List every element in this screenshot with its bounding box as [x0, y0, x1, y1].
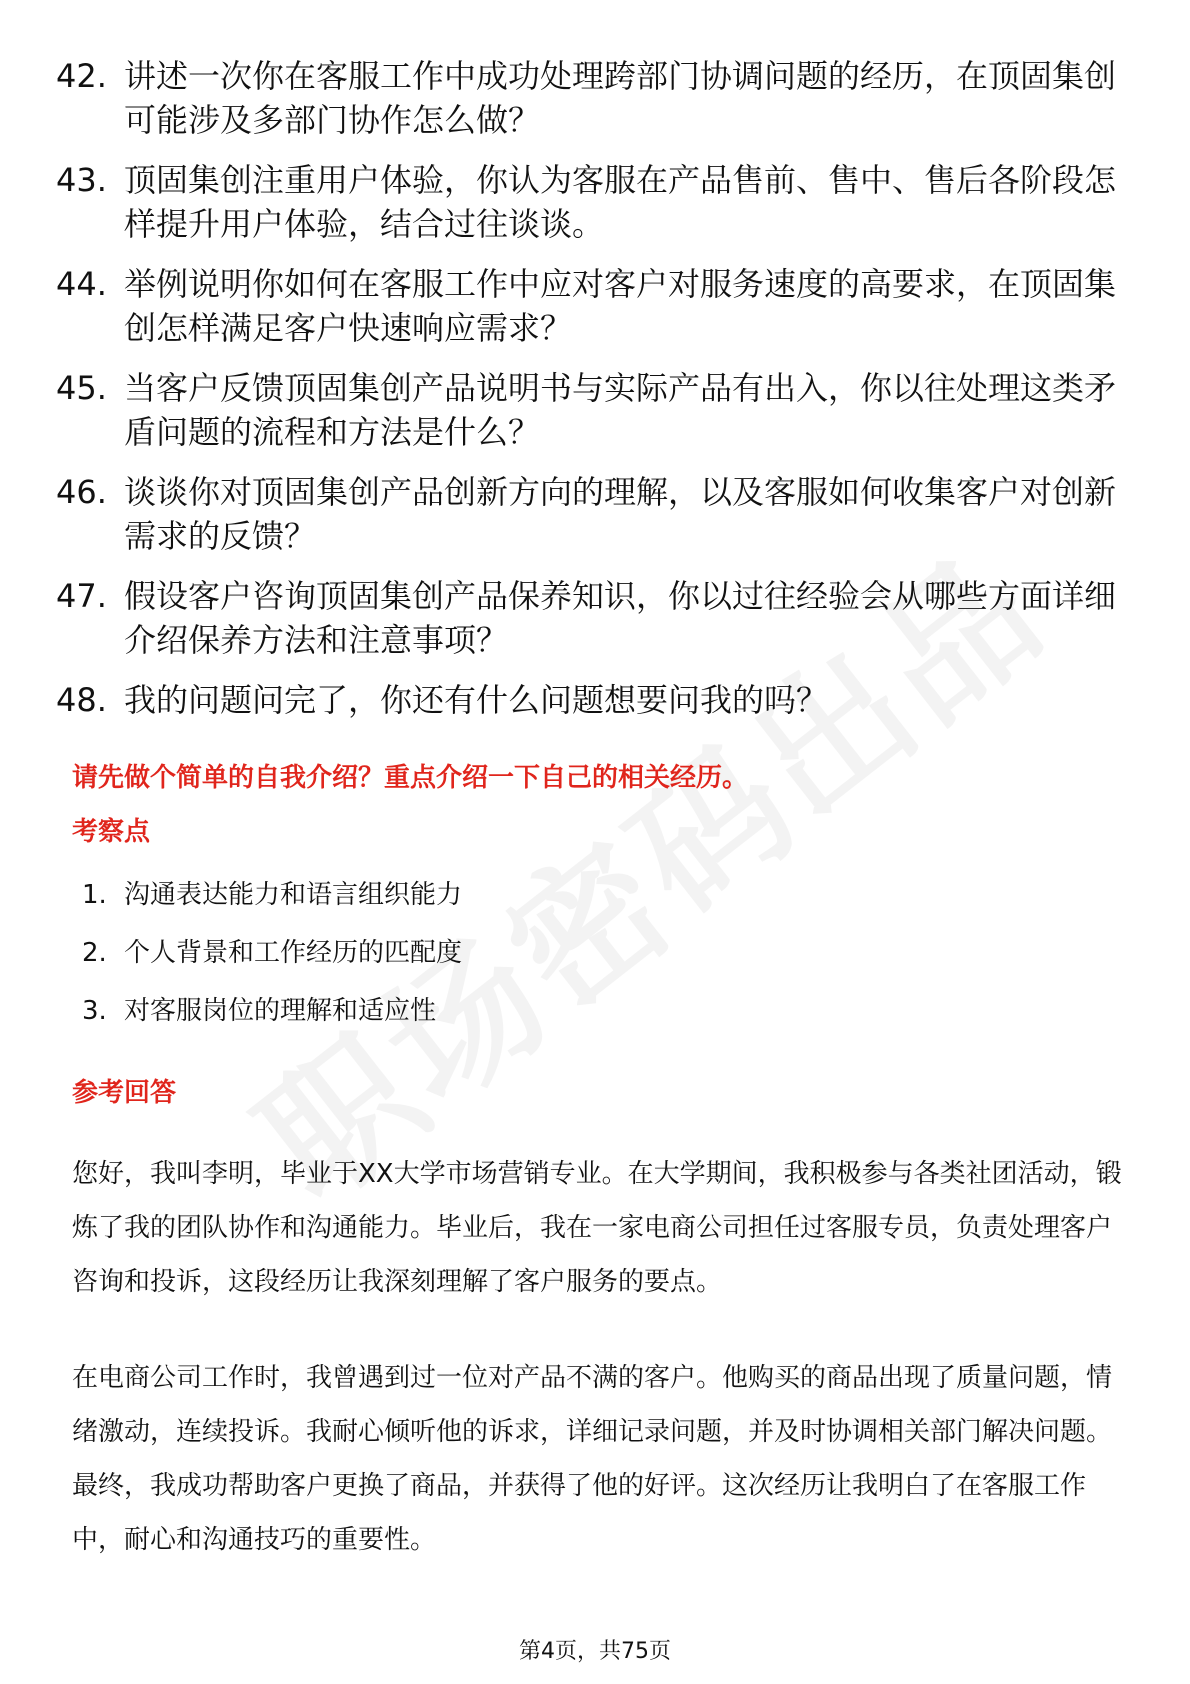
question-item: [56, 262, 1136, 350]
question-text: 谈谈你对顶固集创产品创新方向的理解，以及客服如何收集客户对创新需求的反馈？: [124, 473, 1117, 555]
question-number: 43.: [56, 161, 107, 199]
list-item-text: 对客服岗位的理解和适应性: [124, 996, 437, 1026]
list-item-number: 3.: [82, 996, 107, 1026]
question-number: 42.: [56, 57, 107, 95]
list-item: [82, 878, 1082, 912]
question-text: 我的问题问完了，你还有什么问题想要问我的吗？: [124, 681, 829, 719]
question-text: 举例说明你如何在客服工作中应对客户对服务速度的高要求，在顶固集创怎样满足客户快速响应需求？: [124, 265, 1117, 347]
question-text: 顶固集创注重用户体验，你认为客服在产品售前、售中、售后各阶段怎样提升用户体验，结合过往谈谈。: [124, 161, 1117, 243]
question-number: 46.: [56, 473, 107, 511]
question-number: 45.: [56, 369, 107, 407]
question-item: [56, 574, 1136, 662]
question-text: 假设客户咨询顶固集创产品保养知识，你以过往经验会从哪些方面详细介绍保养方法和注意事项？: [124, 577, 1117, 659]
list-item: [82, 994, 1082, 1028]
question-number: 47.: [56, 577, 107, 615]
question-number: 48.: [56, 681, 107, 719]
list-item-text: 沟通表达能力和语言组织能力: [124, 880, 463, 910]
list-item-number: 2.: [82, 938, 107, 968]
list-item-number: 1.: [82, 880, 107, 910]
question-item: [56, 470, 1136, 558]
reference-answer-heading: 参考回答: [72, 1078, 177, 1108]
list-item-text: 个人背景和工作经历的匹配度: [124, 938, 463, 968]
answer-paragraph: 在电商公司工作时，我曾遇到过一位对产品不满的客户。他购买的商品出现了质量问题，情绪激动，连续投诉。我耐心倾听他的诉求，详细记录问题，并及时协调相关部门解决问题。最终，我成功帮助客户更换了商品，并获得了他的好评。这次经历让我明白了在客服工作中，耐心和沟通技巧的重要性。: [72, 1363, 1113, 1555]
question-item: [56, 54, 1136, 142]
question-item: [56, 158, 1136, 246]
question-number: 44.: [56, 265, 107, 303]
list-item: [82, 936, 1082, 970]
intro-question-heading: 请先做个简单的自我介绍？重点介绍一下自己的相关经历。: [72, 763, 749, 793]
question-item: [56, 366, 1136, 454]
assessment-points-list: [82, 878, 1082, 1052]
answer-paragraph: 您好，我叫李明，毕业于XX大学市场营销专业。在大学期间，我积极参与各类社团活动，锻炼了我的团队协作和沟通能力。毕业后，我在一家电商公司担任过客服专员，负责处理客户咨询和投诉，这段经历让我深刻理解了客户服务的要点。: [72, 1159, 1122, 1297]
assessment-points-heading: 考察点: [72, 817, 151, 847]
question-text: 当客户反馈顶固集创产品说明书与实际产品有出入，你以往处理这类矛盾问题的流程和方法是什么？: [124, 369, 1117, 451]
question-item: [56, 678, 1136, 722]
page-footer: 第4页，共75页: [519, 1639, 671, 1664]
question-list: [56, 54, 1136, 738]
question-text: 讲述一次你在客服工作中成功处理跨部门协调问题的经历，在顶固集创可能涉及多部门协作怎么做？: [124, 57, 1117, 139]
